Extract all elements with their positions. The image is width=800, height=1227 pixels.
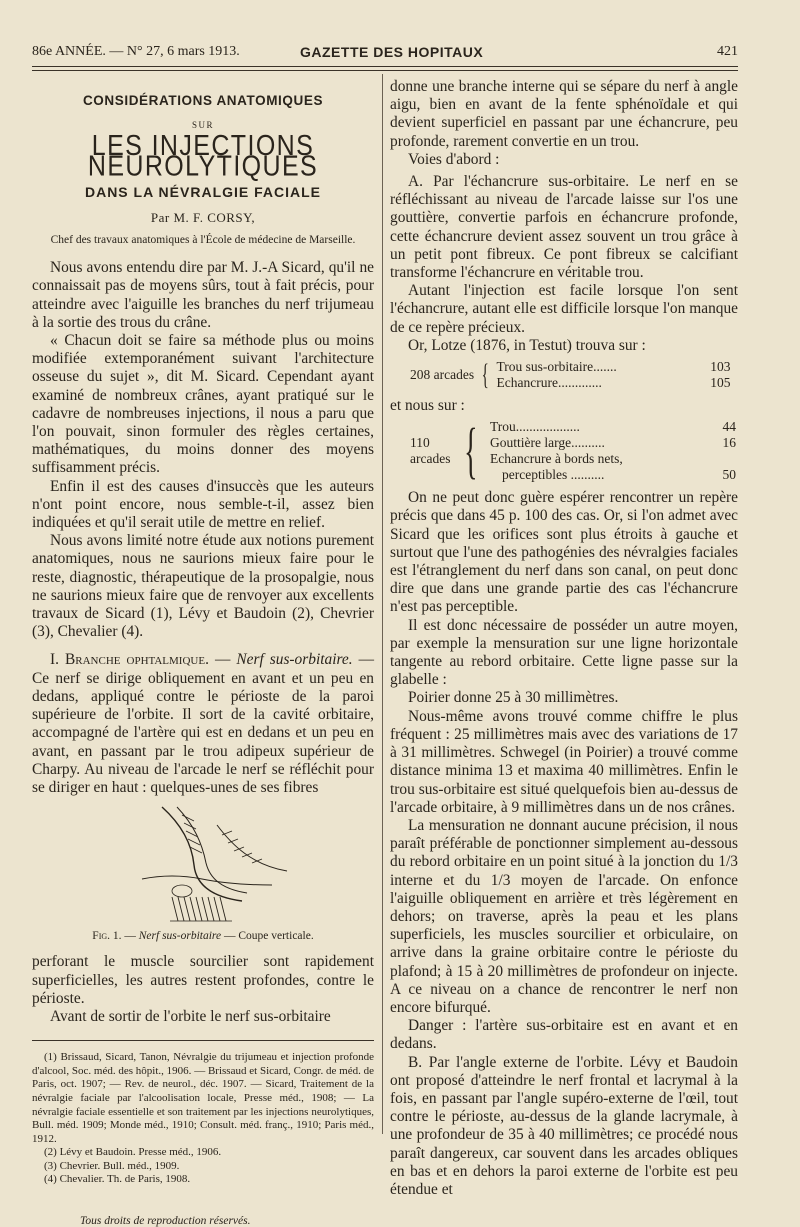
table-row-label: Echancrure............. <box>496 375 602 391</box>
issue-info: 86e ANNÉE. — N° 27, 6 mars 1913. <box>32 44 240 59</box>
paragraph: Enfin il est des causes d'insuccès que les auteurs n'ont point encore, nous semble-t-il, assez bien indiquées et qu'il serait utile de mettre en relief. <box>32 477 374 532</box>
table-row-label: Trou................... <box>490 419 580 435</box>
own-table <box>408 417 738 486</box>
footnote: (1) Brissaud, Sicard, Tanon, Névralgie du trijumeau et injection profonde d'alcool, Soc. méd. des hôpit., 1906. — Brissaud et Sicard, Congr. de méd. de Paris, oct. 1907; — Rev. de neurol., déc. 1907. — Sicard, Traitement de la névralgie faciale par l'alcoolisation locale, Presse méd., 1908; — La névralgie faciale essentielle et son traitement par les injections neurolytiques, Bull. méd. 1909; Monde méd., 1910; Consult. méd. franç., 1910; Paris méd., 1912. <box>32 1051 374 1145</box>
paragraph: Autant l'injection est facile lorsque l'on sent l'échancrure, autant elle est difficile lorsque l'on manque de ce repère précieux. <box>390 282 738 336</box>
paragraph: et nous sur : <box>390 397 465 415</box>
page-number: 421 <box>717 44 738 59</box>
brace: { <box>481 358 489 392</box>
left-column <box>32 78 374 1227</box>
table-row-value <box>674 451 738 467</box>
section-text: — Ce nerf se dirige obliquement en avant et un peu en dedans, appliqué contre le périoste de la paroi supérieure de l'orbite. Il sort de la cavité orbitaire, accompagné de l'artère qui est en dedans et un peu en avant, en passant par le trou adipeux supérieur de Charpy. Au niveau de l'arcade le nerf se réfléchit pour se diriger en haut : quelques-unes de ses fibres <box>32 651 374 796</box>
footnote: (3) Chevrier. Bull. méd., 1909. <box>44 1159 180 1172</box>
table-row-value: 105 <box>710 375 731 391</box>
nerve-section-drawing <box>122 805 292 923</box>
header-rule-top <box>32 66 738 67</box>
footnotes <box>32 1051 374 1187</box>
header-rule-bottom <box>32 70 738 71</box>
table-row-value: 103 <box>710 359 731 375</box>
figure-1 <box>32 805 374 925</box>
table-row-value: 44 <box>722 419 736 435</box>
section-lead: I. Branche ophtalmique. <box>50 651 209 669</box>
paragraph: On ne peut donc guère espérer rencontrer un repère précis que dans 45 p. 100 des cas. Or, si l'on admet avec Sicard que les orifices sont plus étroits à gauche et surtout que l'une des pathogénies des névralgies faciales est l'étranglement du nerf dans son canal, on peut donc dire que dans une grande partie des cas l'échancrure n'est pas perceptible. <box>390 489 738 616</box>
paragraph: B. Par l'angle externe de l'orbite. Lévy et Baudoin ont proposé d'atteindre le nerf frontal et lacrymal à la fois, en passant par l'angle supéro-externe de l'œil, tout contre le périoste, au-dessus de la glande lacrymale, à une profondeur de 35 à 40 millimètres; ce procédé nous paraît dangereux, car souvent dans les arcades obliques en bas et en dehors la paroi externe de l'orbite est peu étendue et <box>390 1053 738 1198</box>
footnote: (2) Lévy et Baudoin. Presse méd., 1906. <box>44 1146 222 1159</box>
journal-title: GAZETTE DES HOPITAUX <box>300 44 484 60</box>
paragraph: perforant le muscle sourcilier sont rapidement superficielles, les autres restent profondes, contre le périoste. <box>32 953 374 1007</box>
table-row-label: Trou sus-orbitaire....... <box>496 359 617 375</box>
figure-label: Fig. 1. — <box>92 930 136 943</box>
table-row-label: perceptibles .......... <box>502 467 605 483</box>
article-sur: SUR <box>191 120 214 131</box>
paragraph: Voies d'abord : <box>408 150 500 168</box>
paragraph: La mensuration ne donnant aucune précision, il nous paraît préférable de ponctionner simplement au-dessous du rebord orbitaire en un point situé à la jonction du 1/3 interne et du 1/3 moyen de l'arcade. On enfonce l'aiguille obliquement en arrière et très légèrement en dehors; on traverse, après la peau et les plans superficiels, les muscles sourcilier et orbiculaire, on arrive dans la graine orbitaire contre le périoste du plafond; à 15 à 20 millimètres de profondeur on injecte. A ce niveau on a chance de rencontrer le nerf non encore bifurqué. <box>390 816 738 1016</box>
article-title: LES INJECTIONS NEUROLYTIQUES <box>87 129 319 184</box>
paragraph: Poirier donne 25 à 30 millimètres. <box>408 689 619 707</box>
table-row-value: 50 <box>722 467 736 483</box>
right-column <box>390 78 738 1199</box>
table-row-label: Echancrure à bords nets, <box>490 451 623 467</box>
article-subtitle: DANS LA NÉVRALGIE FACIALE <box>84 183 322 200</box>
paragraph: Avant de sortir de l'orbite le nerf sus-orbitaire <box>50 1007 331 1025</box>
column-divider <box>382 74 383 1134</box>
copyright-notice: Tous droits de reproduction réservés. <box>80 1215 251 1227</box>
table-row-label: Gouttière large.......... <box>490 435 605 451</box>
figure-caption <box>32 927 374 945</box>
table-row-value: 16 <box>722 435 736 451</box>
paragraph: donne une branche interne qui se sépare du nerf à angle aigu, bien en avant de la fente sphénoïdale et qui devient superficiel en passant par une échancrure, peu profonde, rarement convertie en un trou. <box>390 78 738 150</box>
figure-italic: Nerf sus-orbitaire <box>138 930 222 943</box>
article-affiliation: Chef des travaux anatomiques à l'École de médecine de Marseille. <box>50 234 356 247</box>
brace: { <box>464 417 478 486</box>
paragraph: « Chacun doit se faire sa méthode plus ou moins modifiée extemporanément suivant l'architecture osseuse du sujet », dit M. Sicard. Cependant ayant examiné de nombreux crânes, ayant pratiqué sur le cadavre de nombreuses injections, il nous a paru que l'on pouvait, sinon formuler des règles certaines, mathématiques, du moins donner des moyens suffisamment précis. <box>32 332 374 477</box>
table-group-label: 110 arcades <box>410 435 451 467</box>
paragraph: Nous-même avons trouvé comme chiffre le plus fréquent : 25 millimètres mais avec des variations de 17 à 31 millimètres. Schwegel (in Poirier) a trouvé comme distance minima 13 et maxima 40 millimètres. Enfin le trou sus-orbitaire est situé quelquefois bien au-dessus de l'arcade orbitaire, à 9 millimètres dans un de nos crânes. <box>390 707 738 816</box>
figure-rest: — Coupe verticale. <box>223 930 314 943</box>
paragraph: A. Par l'échancrure sus-orbitaire. Le nerf en se réfléchissant au niveau de l'arcade laisse sur l'os une gouttière, convertie parfois en échancrure profonde, cette échancrure devient assez souvent un trou grâce à un petit pont fibreux. Ce pont fibreux se calcifiant transforme l'échancrure en véritable trou. <box>390 173 738 282</box>
section-ophthalmic: I. Branche ophtalmique. — Nerf sus-orbitaire. — Ce nerf se dirige obliquement en avant et un peu en dedans, appliqué contre le périoste de la paroi supérieure de l'orbite. Il sort de la cavité orbitaire, accompagné de l'artère qui est en dedans et un peu en avant, en passant par le trou adipeux supérieur de Charpy. Au niveau de l'arcade le nerf se réfléchit pour se diriger en haut : quelques-unes de ses fibres <box>32 651 374 796</box>
section-italic: Nerf sus-orbitaire. <box>236 651 353 669</box>
lotze-table <box>408 359 733 391</box>
footnote: (4) Chevalier. Th. de Paris, 1908. <box>44 1173 191 1186</box>
paragraph: Il est donc nécessaire de posséder un autre moyen, par exemple la mensuration sur une ligne horizontale tangente au rebord orbitaire. Cette ligne passe sur la glabelle : <box>390 616 738 689</box>
table-group-label: 208 arcades <box>410 367 475 383</box>
paragraph: Nous avons limité notre étude aux notions purement anatomiques, nous ne saurions mieux faire pour le reste, diagnostic, thérapeutique de la prosopalgie, nous ne saurions mieux faire que de renvoyer aux excellents travaux de Sicard (1), Lévy et Baudoin (2), Chevrier (3), Chevalier (4). <box>32 532 374 641</box>
paragraph: Or, Lotze (1876, in Testut) trouva sur : <box>408 336 646 354</box>
footnote-rule <box>32 1040 374 1041</box>
paragraph: Danger : l'artère sus-orbitaire est en avant et en dedans. <box>390 1017 738 1053</box>
article-heading: CONSIDÉRATIONS ANATOMIQUES <box>82 93 324 108</box>
article-author: Par M. F. CORSY, <box>150 210 256 226</box>
paragraph: Nous avons entendu dire par M. J.-A Sicard, qu'il ne connaissait pas de moyens sûrs, tout à fait précis, pour atteindre avec l'aiguille les branches du nerf trijumeau à la sortie des trous du crâne. <box>32 259 374 331</box>
